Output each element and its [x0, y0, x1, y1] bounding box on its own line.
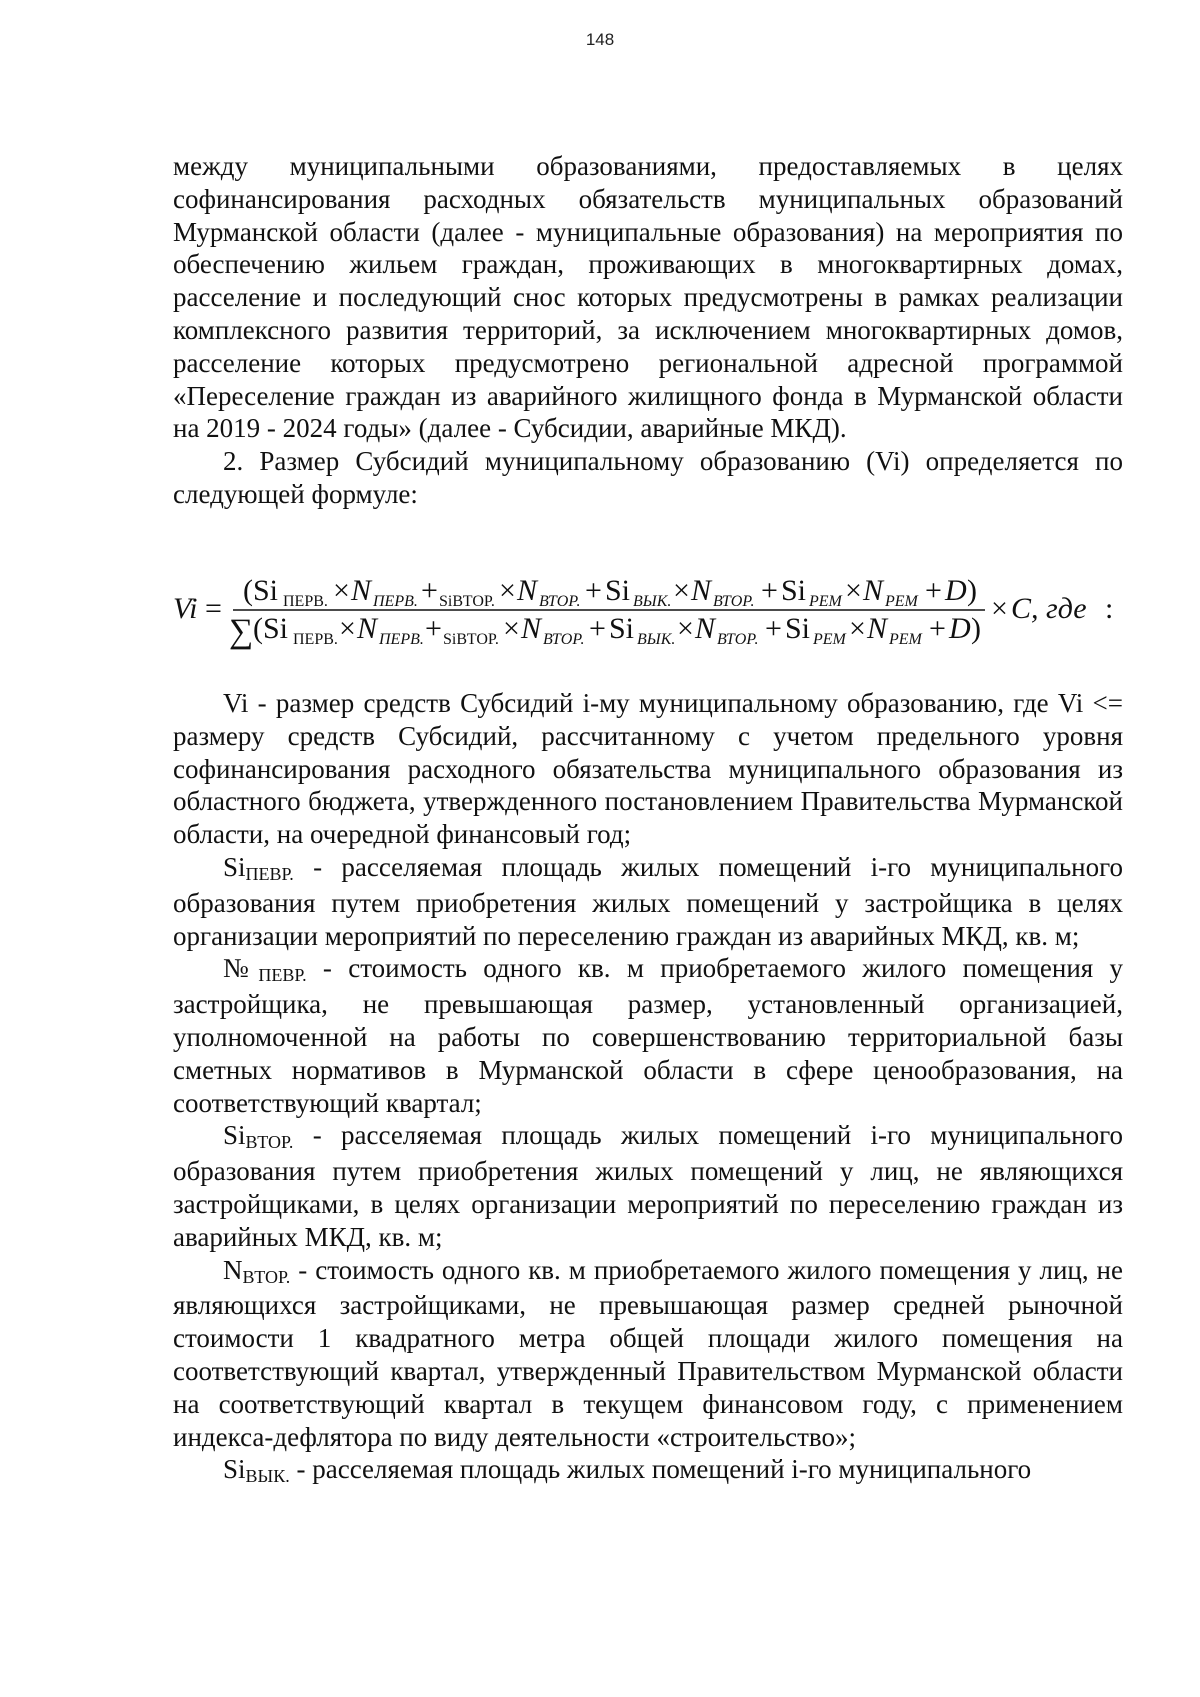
den-plus-1: + [425, 612, 442, 645]
num-si-perv-sub: ПЕРВ. [283, 593, 328, 610]
definition-symbol: Si [223, 1454, 246, 1485]
definition-symbol-sub: ВТОР. [242, 1266, 291, 1287]
definitions-list [173, 687, 1123, 1489]
den-si-rem-sub: РЕМ [813, 631, 846, 648]
den-n-perv-sub: ПЕРВ. [379, 631, 424, 648]
num-open-paren: ( [243, 574, 253, 607]
definition-text: Vi - размер средств Субсидий i-му муниципальному образованию, где Vi <= размеру средств Субсидий, рассчитанному с учетом предельного уровня софинансирования расходного обязательства муниципального образования из областного бюджета, утвержденного постановлением Правительства Мурманской области, на очередной финансовый год; [173, 688, 1123, 850]
definition-symbol: Si [223, 1120, 246, 1151]
den-times-4: × [849, 612, 866, 645]
formula-c: C [1011, 592, 1032, 625]
num-n-rem-sub: РЕМ [885, 593, 918, 610]
num-times-2: × [499, 574, 516, 607]
definition-si-vtor [173, 1119, 1123, 1253]
den-plus-4: + [929, 612, 946, 645]
den-n-vtor-2: N [695, 612, 716, 645]
paragraph-continuation: между муниципальными образованиями, предоставляемых в целях софинансирования расходных обязательств муниципальных образований Мурманской области (далее - муниципальные образования) на мероприятия по обеспечению жильем граждан, проживающих в многоквартирных домах, расселение и последующий снос которых предусмотрены в рамках реализации комплексного развития территорий, за исключением многоквартирных домов, расселение которых предусмотрено региональной адресной программой «Переселение граждан из аварийного жилищного фонда в Мурманской области на 2019 - 2024 годы» (далее - Субсидии, аварийные МКД). [173, 151, 1123, 444]
num-d: D [945, 574, 967, 607]
definition-text: - расселяемая площадь жилых помещений i-го муниципального [289, 1454, 1032, 1485]
num-times-3: × [673, 574, 690, 607]
definition-symbol: № [223, 953, 259, 984]
den-times-1: × [339, 612, 356, 645]
den-times-3: × [677, 612, 694, 645]
definition-si-perv [173, 851, 1123, 952]
definition-text: - расселяемая площадь жилых помещений i-го муниципального образования путем приобретения жилых помещений у застройщика в целях организации мероприятий по переселению граждан из аварийных МКД, кв. м; [173, 851, 1123, 951]
den-close-paren: ) [971, 612, 981, 645]
definition-symbol-sub: ВЫК. [245, 1466, 290, 1487]
den-plus-2: + [589, 612, 606, 645]
formula-tail: , где [1031, 592, 1087, 625]
definition-text: - расселяемая площадь жилых помещений i-го муниципального образования путем приобретения жилых помещений у лиц, не являющихся застройщиками, в целях организации мероприятий по переселению граждан из аварийных МКД, кв. м; [173, 1120, 1123, 1252]
num-si-perv: Si [253, 574, 279, 607]
formula-svg [173, 572, 1163, 652]
num-si-rem-sub: РЕМ [809, 593, 842, 610]
num-n-vtor-2-sub: ВТОР. [713, 593, 755, 610]
num-n-vtor-sub: ВТОР. [539, 593, 581, 610]
num-si-rem: Si [781, 574, 807, 607]
den-open-paren: ( [253, 612, 263, 645]
paragraph-clause-2: 2. Размер Субсидий муниципальному образованию (Vi) определяется по следующей формуле: [173, 446, 1123, 509]
definition-text: - стоимость одного кв. м приобретаемого жилого помещения у застройщика, не превышающая размер, установленный организацией, уполномоченной на работы по совершенствованию территориальной базы сметных нормативов в Мурманской области в сфере ценообразования, на соответствующий квартал; [173, 953, 1124, 1118]
definition-vi [173, 687, 1123, 851]
den-si-vtor-inline: SiВТОР. [443, 631, 499, 648]
den-n-vtor-sub: ВТОР. [543, 631, 585, 648]
num-times-1: × [333, 574, 350, 607]
num-times-4: × [845, 574, 862, 607]
num-plus-1: + [421, 574, 438, 607]
intro-text [173, 150, 1123, 511]
den-times-2: × [503, 612, 520, 645]
num-n-perv-sub: ПЕРВ. [373, 593, 418, 610]
num-si-vtor-inline: SiВТОР. [439, 593, 495, 610]
den-sum-symbol: ∑ [229, 613, 254, 650]
definition-symbol: N [223, 1254, 243, 1285]
formula-colon: : [1105, 592, 1114, 625]
definition-n-perv [173, 952, 1123, 1119]
definition-n-vtor [173, 1254, 1123, 1454]
num-si-vyk: Si [605, 574, 631, 607]
num-plus-4: + [925, 574, 942, 607]
formula-lhs: Vi [173, 592, 198, 625]
den-si-rem: Si [785, 612, 811, 645]
definition-symbol: Si [223, 851, 246, 882]
den-n-vtor-2-sub: ВТОР. [717, 631, 759, 648]
num-plus-3: + [761, 574, 778, 607]
definition-symbol-sub: ПЕВР. [245, 863, 294, 884]
den-n-rem: N [867, 612, 888, 645]
den-d: D [949, 612, 971, 645]
num-n-vtor-2: N [691, 574, 712, 607]
formula-equals: = [205, 592, 222, 625]
page-number: 148 [585, 30, 615, 49]
num-n-perv: N [351, 574, 372, 607]
den-plus-3: + [765, 612, 782, 645]
formula-numerator [243, 574, 977, 610]
den-n-perv: N [357, 612, 378, 645]
num-close-paren: ) [967, 574, 977, 607]
num-si-vyk-sub: ВЫК. [633, 593, 672, 610]
num-n-vtor: N [517, 574, 538, 607]
den-si-perv-sub: ПЕРВ. [293, 631, 338, 648]
num-n-rem: N [863, 574, 884, 607]
definition-text: - стоимость одного кв. м приобретаемого жилого помещения у лиц, не являющихся застройщиками, не превышающая размер средней рыночной стоимости 1 квадратного метра общей площади жилого помещения на соответствующий квартал, утвержденный Правительством Мурманской области на соответствующий квартал в текущем финансовом году, с применением индекса-дефлятора по виду деятельности «строительство»; [173, 1254, 1123, 1452]
den-si-vyk-sub: ВЫК. [637, 631, 676, 648]
formula [173, 572, 1163, 652]
den-si-vyk: Si [609, 612, 635, 645]
den-si-perv: Si [263, 612, 289, 645]
definition-si-vyk [173, 1453, 1123, 1489]
den-n-rem-sub: РЕМ [889, 631, 922, 648]
formula-times-c: × [991, 592, 1008, 625]
definition-symbol-sub: ПЕВР. [258, 965, 307, 986]
formula-denominator [229, 612, 981, 650]
den-n-vtor: N [521, 612, 542, 645]
definition-symbol-sub: ВТОР. [245, 1132, 294, 1153]
num-plus-2: + [585, 574, 602, 607]
